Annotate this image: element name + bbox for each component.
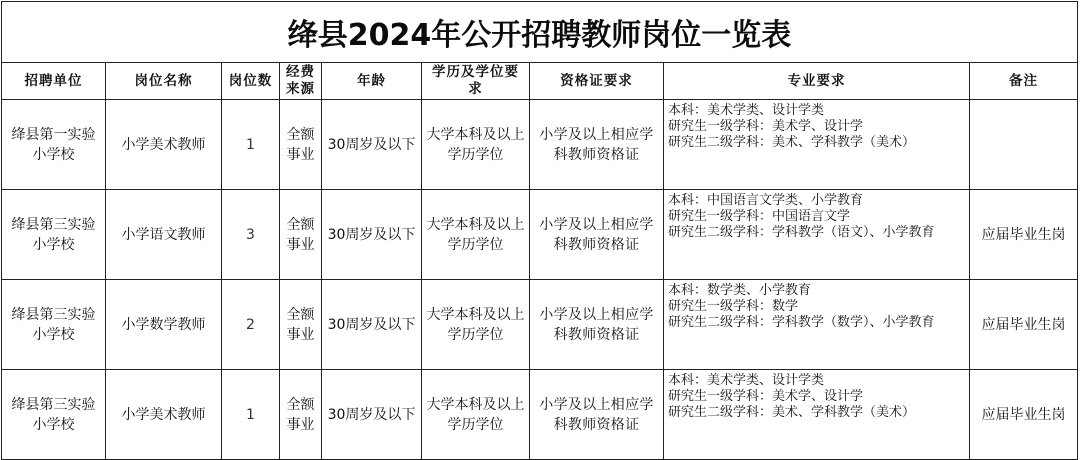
funding-text: 全额事业 [286, 306, 315, 343]
header-education [422, 63, 530, 100]
table-body [2, 100, 1078, 460]
certificate-text: 小学及以上相应学科教师资格证 [539, 126, 654, 163]
table-row [2, 280, 1078, 370]
cell-unit [2, 280, 106, 370]
major-line: 本科：中国语言文学类、小学教育 [668, 193, 864, 208]
page-title: 绛县2024年公开招聘教师岗位一览表 [2, 2, 1078, 63]
cell-funding [280, 190, 322, 280]
cell-count: 1 [222, 370, 280, 460]
major-line: 研究生二级学科：学科教学（语文）、小学教育 [668, 225, 935, 240]
header-funding [280, 63, 322, 100]
cell-certificate [530, 100, 664, 190]
cell-age: 30周岁及以下 [322, 370, 422, 460]
cell-age: 30周岁及以下 [322, 190, 422, 280]
cell-major [664, 370, 970, 460]
major-line: 研究生一级学科：美术学、设计学 [668, 119, 864, 134]
major-line: 研究生一级学科：中国语言文学 [668, 209, 851, 224]
major-line: 研究生一级学科：美术学、设计学 [668, 389, 864, 404]
cell-funding [280, 280, 322, 370]
cell-education [422, 280, 530, 370]
cell-education [422, 190, 530, 280]
cell-funding [280, 100, 322, 190]
unit-text: 绛县第三实验小学校 [11, 306, 96, 343]
header-certificate: 资格证要求 [530, 63, 664, 100]
cell-certificate [530, 280, 664, 370]
cell-remark: 应届毕业生岗 [970, 370, 1078, 460]
cell-age: 30周岁及以下 [322, 280, 422, 370]
header-education-label: 学历及学位要求 [432, 64, 519, 97]
cell-remark [970, 100, 1078, 190]
cell-education [422, 100, 530, 190]
header-funding-label: 经费来源 [286, 64, 315, 97]
cell-certificate [530, 370, 664, 460]
cell-count: 1 [222, 100, 280, 190]
unit-text: 绛县第三实验小学校 [11, 396, 96, 433]
major-line: 本科：数学类、小学教育 [668, 283, 812, 298]
major-line: 本科：美术学类、设计学类 [668, 373, 825, 388]
positions-table [1, 1, 1078, 460]
table-row [2, 370, 1078, 460]
funding-text: 全额事业 [286, 126, 315, 163]
cell-count: 2 [222, 280, 280, 370]
header-major: 专业要求 [664, 63, 970, 100]
major-line: 研究生二级学科：美术、学科教学（美术） [668, 405, 916, 420]
header-age: 年龄 [322, 63, 422, 100]
major-line: 本科：美术学类、设计学类 [668, 103, 825, 118]
cell-position: 小学美术教师 [106, 370, 222, 460]
cell-position: 小学美术教师 [106, 100, 222, 190]
cell-position: 小学语文教师 [106, 190, 222, 280]
major-line: 研究生二级学科：美术、学科教学（美术） [668, 135, 916, 150]
table-row [2, 100, 1078, 190]
cell-remark: 应届毕业生岗 [970, 190, 1078, 280]
header-position: 岗位名称 [106, 63, 222, 100]
cell-unit [2, 190, 106, 280]
certificate-text: 小学及以上相应学科教师资格证 [539, 216, 654, 253]
education-text: 大学本科及以上学历学位 [426, 216, 525, 253]
header-remark: 备注 [970, 63, 1078, 100]
header-row [2, 63, 1078, 100]
header-unit: 招聘单位 [2, 63, 106, 100]
major-line: 研究生一级学科：数学 [668, 299, 799, 314]
education-text: 大学本科及以上学历学位 [426, 306, 525, 343]
cell-education [422, 370, 530, 460]
header-count: 岗位数 [222, 63, 280, 100]
unit-text: 绛县第三实验小学校 [11, 216, 96, 253]
certificate-text: 小学及以上相应学科教师资格证 [539, 306, 654, 343]
cell-remark: 应届毕业生岗 [970, 280, 1078, 370]
cell-major [664, 100, 970, 190]
cell-unit [2, 370, 106, 460]
education-text: 大学本科及以上学历学位 [426, 396, 525, 433]
cell-count: 3 [222, 190, 280, 280]
cell-age: 30周岁及以下 [322, 100, 422, 190]
education-text: 大学本科及以上学历学位 [426, 126, 525, 163]
table-row [2, 190, 1078, 280]
cell-major [664, 280, 970, 370]
recruitment-sheet [1, 1, 1078, 454]
unit-text: 绛县第一实验小学校 [11, 126, 96, 163]
cell-major [664, 190, 970, 280]
cell-position: 小学数学教师 [106, 280, 222, 370]
funding-text: 全额事业 [286, 396, 315, 433]
major-line: 研究生二级学科：学科教学（数学）、小学教育 [668, 315, 935, 330]
cell-certificate [530, 190, 664, 280]
cell-funding [280, 370, 322, 460]
cell-unit [2, 100, 106, 190]
funding-text: 全额事业 [286, 216, 315, 253]
certificate-text: 小学及以上相应学科教师资格证 [539, 396, 654, 433]
